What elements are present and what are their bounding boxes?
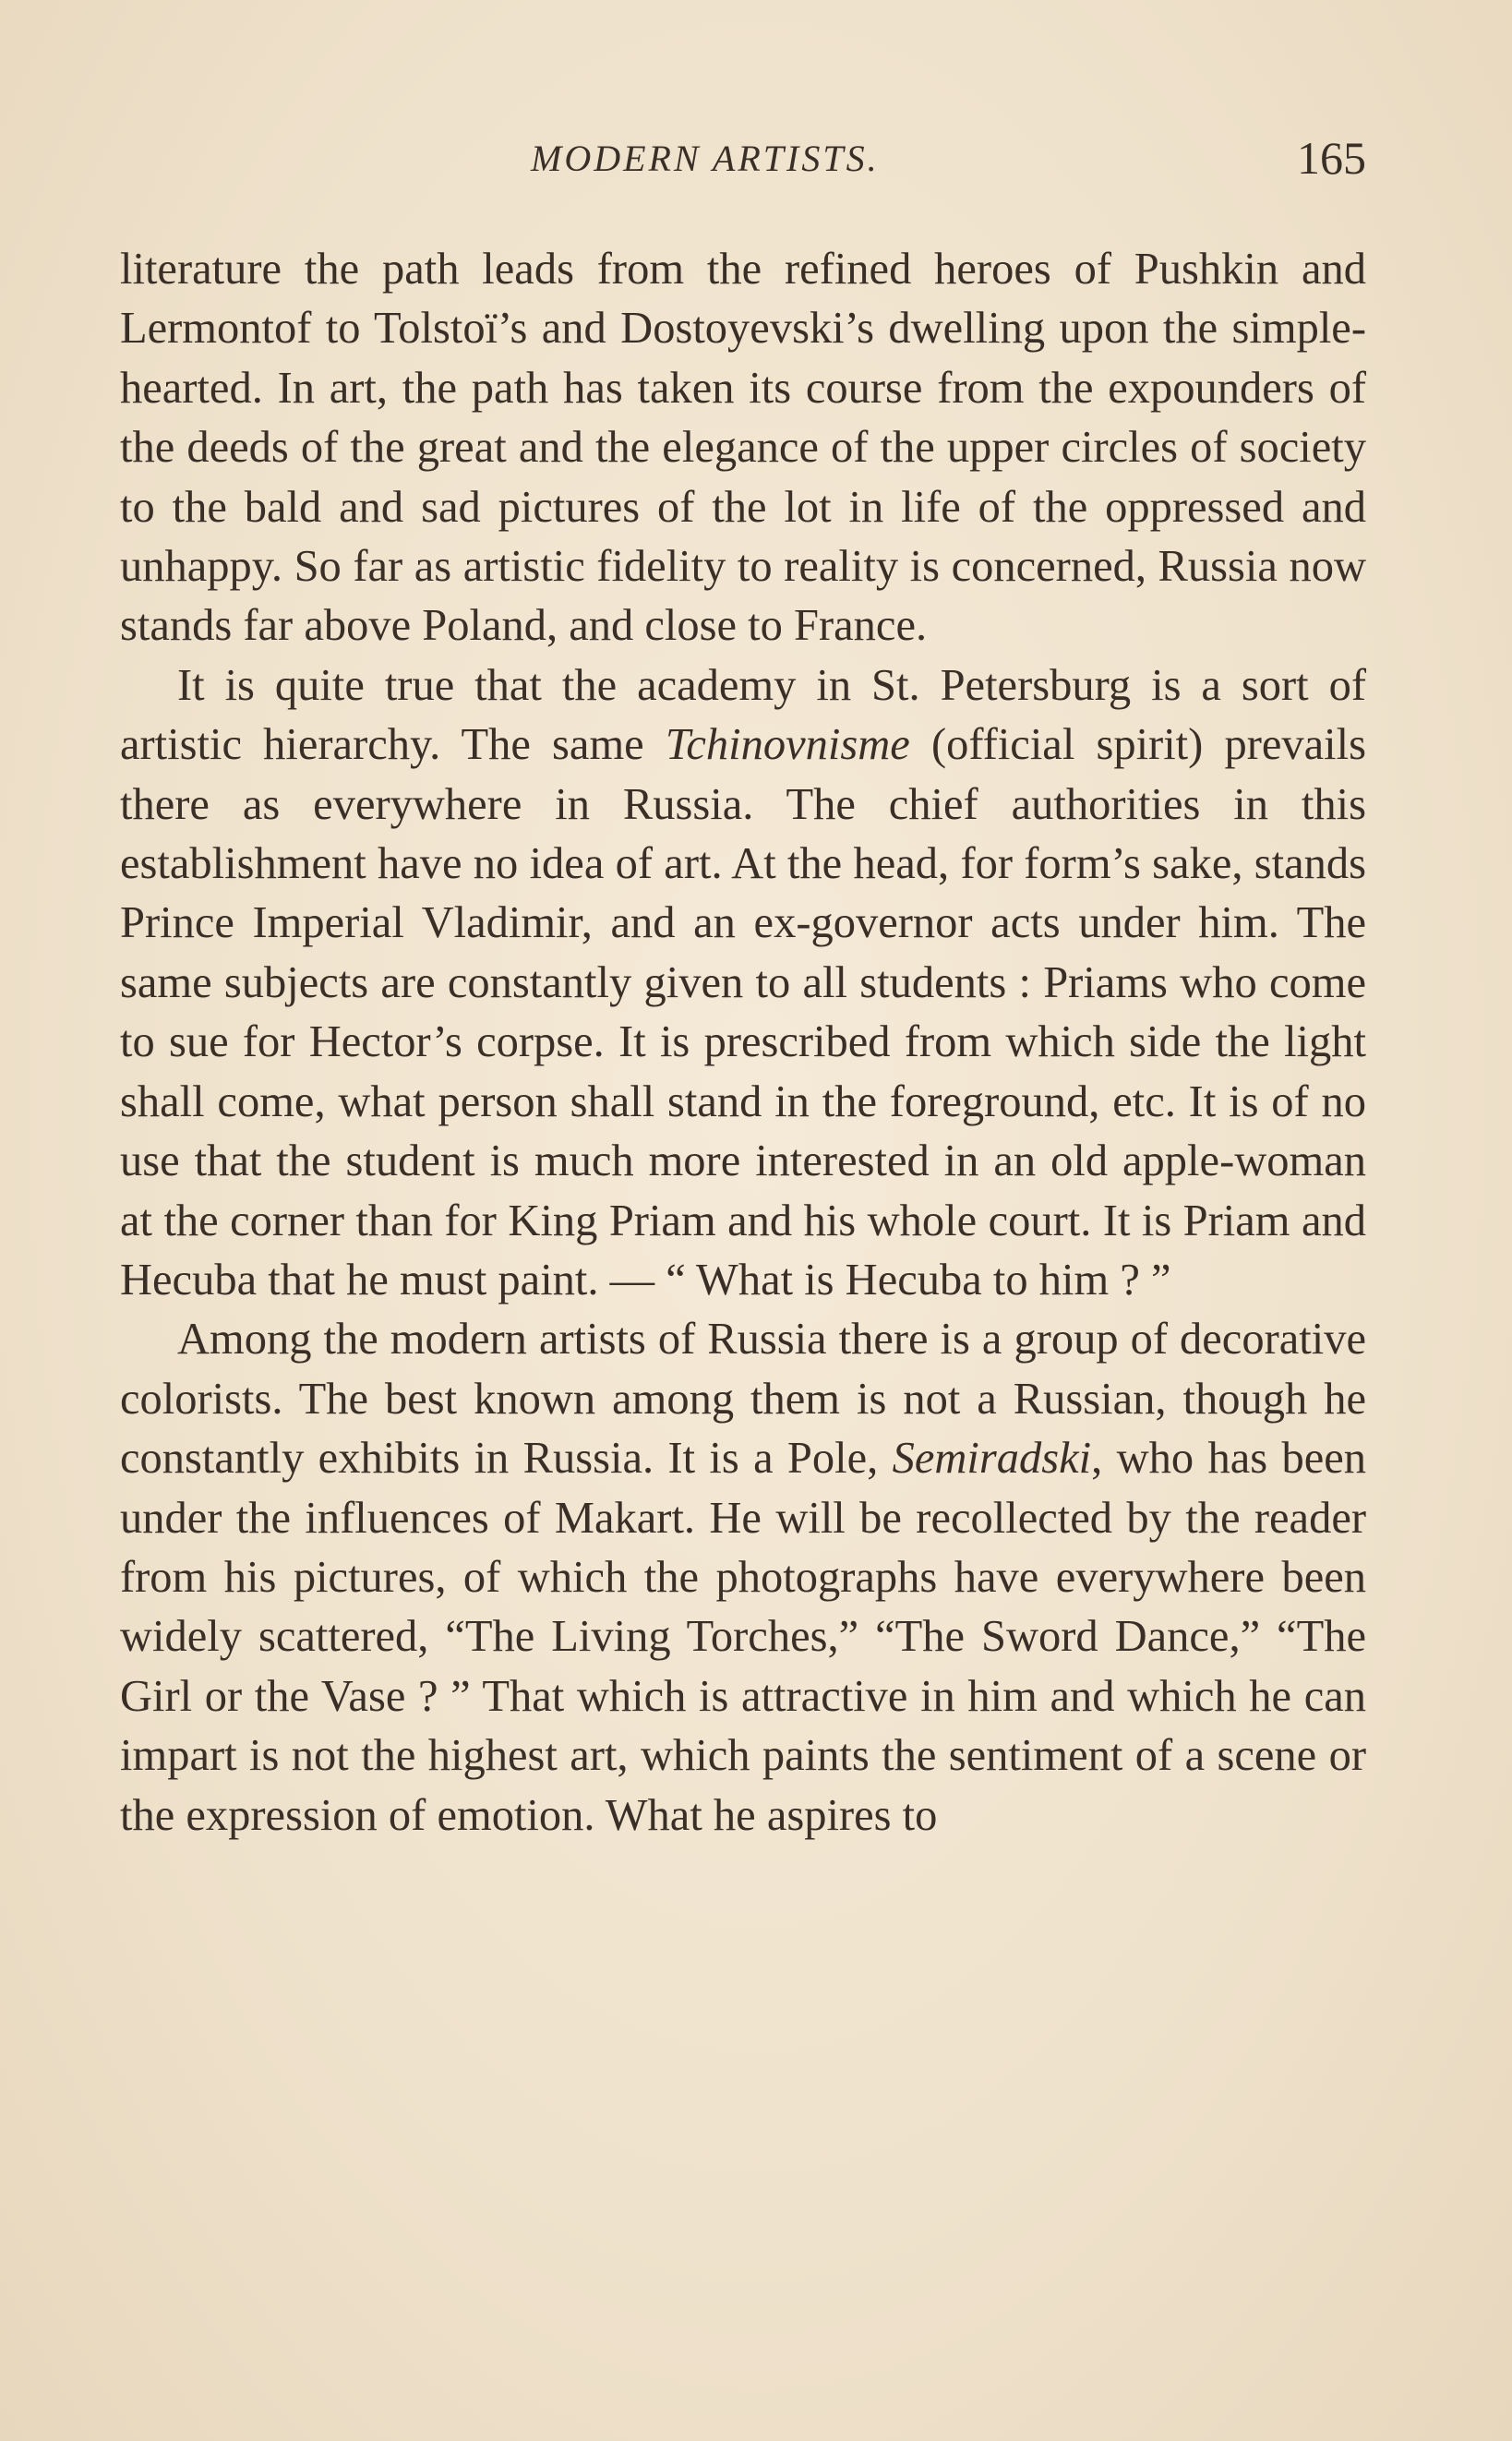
italic-term: Tchinovnisme bbox=[665, 720, 910, 770]
paragraph bbox=[120, 240, 1366, 656]
paragraph-text: literature the path leads from the refined heroes of Pushkin and Lermontof to Tolstoï’s and Dostoyevski’s dwelling upon the simple-hearted. In art, the path has taken its course from the expounders of the deeds of the great and the elegance of the upper circles of society to the bald and sad pictures of the lot in life of the oppressed and unhappy. So far as artistic fidelity to reality is concerned, Russia now stands far above Poland, and close to France. bbox=[120, 245, 1366, 651]
paragraph-text: (official spirit) prevails there as everywhere in Russia. The chief authorities in this establishment have no idea of art. At the head, for form’s sake, stands Prince Imperial Vladimir, and an ex-governor acts under him. The same subjects are constantly given to all students : Priams who come to sue for Hector’s corpse. It is prescribed from which side the light shall come, what person shall stand in the foreground, etc. It is of no use that the student is much more interested in an old apple-woman at the corner than for King Priam and his whole court. It is Priam and Hecuba that he must paint. — “ What is Hecuba to him ? ” bbox=[120, 720, 1366, 1305]
paragraph-text: It is quite true that the academy in St. Petersburg is a sort of artistic hierarchy. The same bbox=[120, 660, 1366, 770]
page-header bbox=[120, 132, 1366, 192]
page-number: 165 bbox=[1297, 132, 1366, 184]
paragraph-text: Among the modern artists of Russia there is a group of decorative colorists. The best known among them is not a Russian, though he constantly exhibits in Russia. It is a Pole, bbox=[120, 1315, 1366, 1484]
italic-name: Semiradski bbox=[892, 1434, 1092, 1484]
paragraph bbox=[120, 656, 1366, 1310]
paragraph bbox=[120, 1310, 1366, 1846]
body-text bbox=[120, 240, 1366, 1846]
paragraph-text: , who has been under the influences of Makart. He will be recollected by the reader from his pictures, of which the photographs have everywhere been widely scattered, “The Living Torches,” “The Sword Dance,” “The Girl or the Vase ? ” That which is attractive in him and which he can impart is not the highest art, which paints the sentiment of a scene or the expression of emotion. What he aspires to bbox=[120, 1434, 1366, 1840]
running-title: MODERN ARTISTS. bbox=[531, 138, 880, 179]
